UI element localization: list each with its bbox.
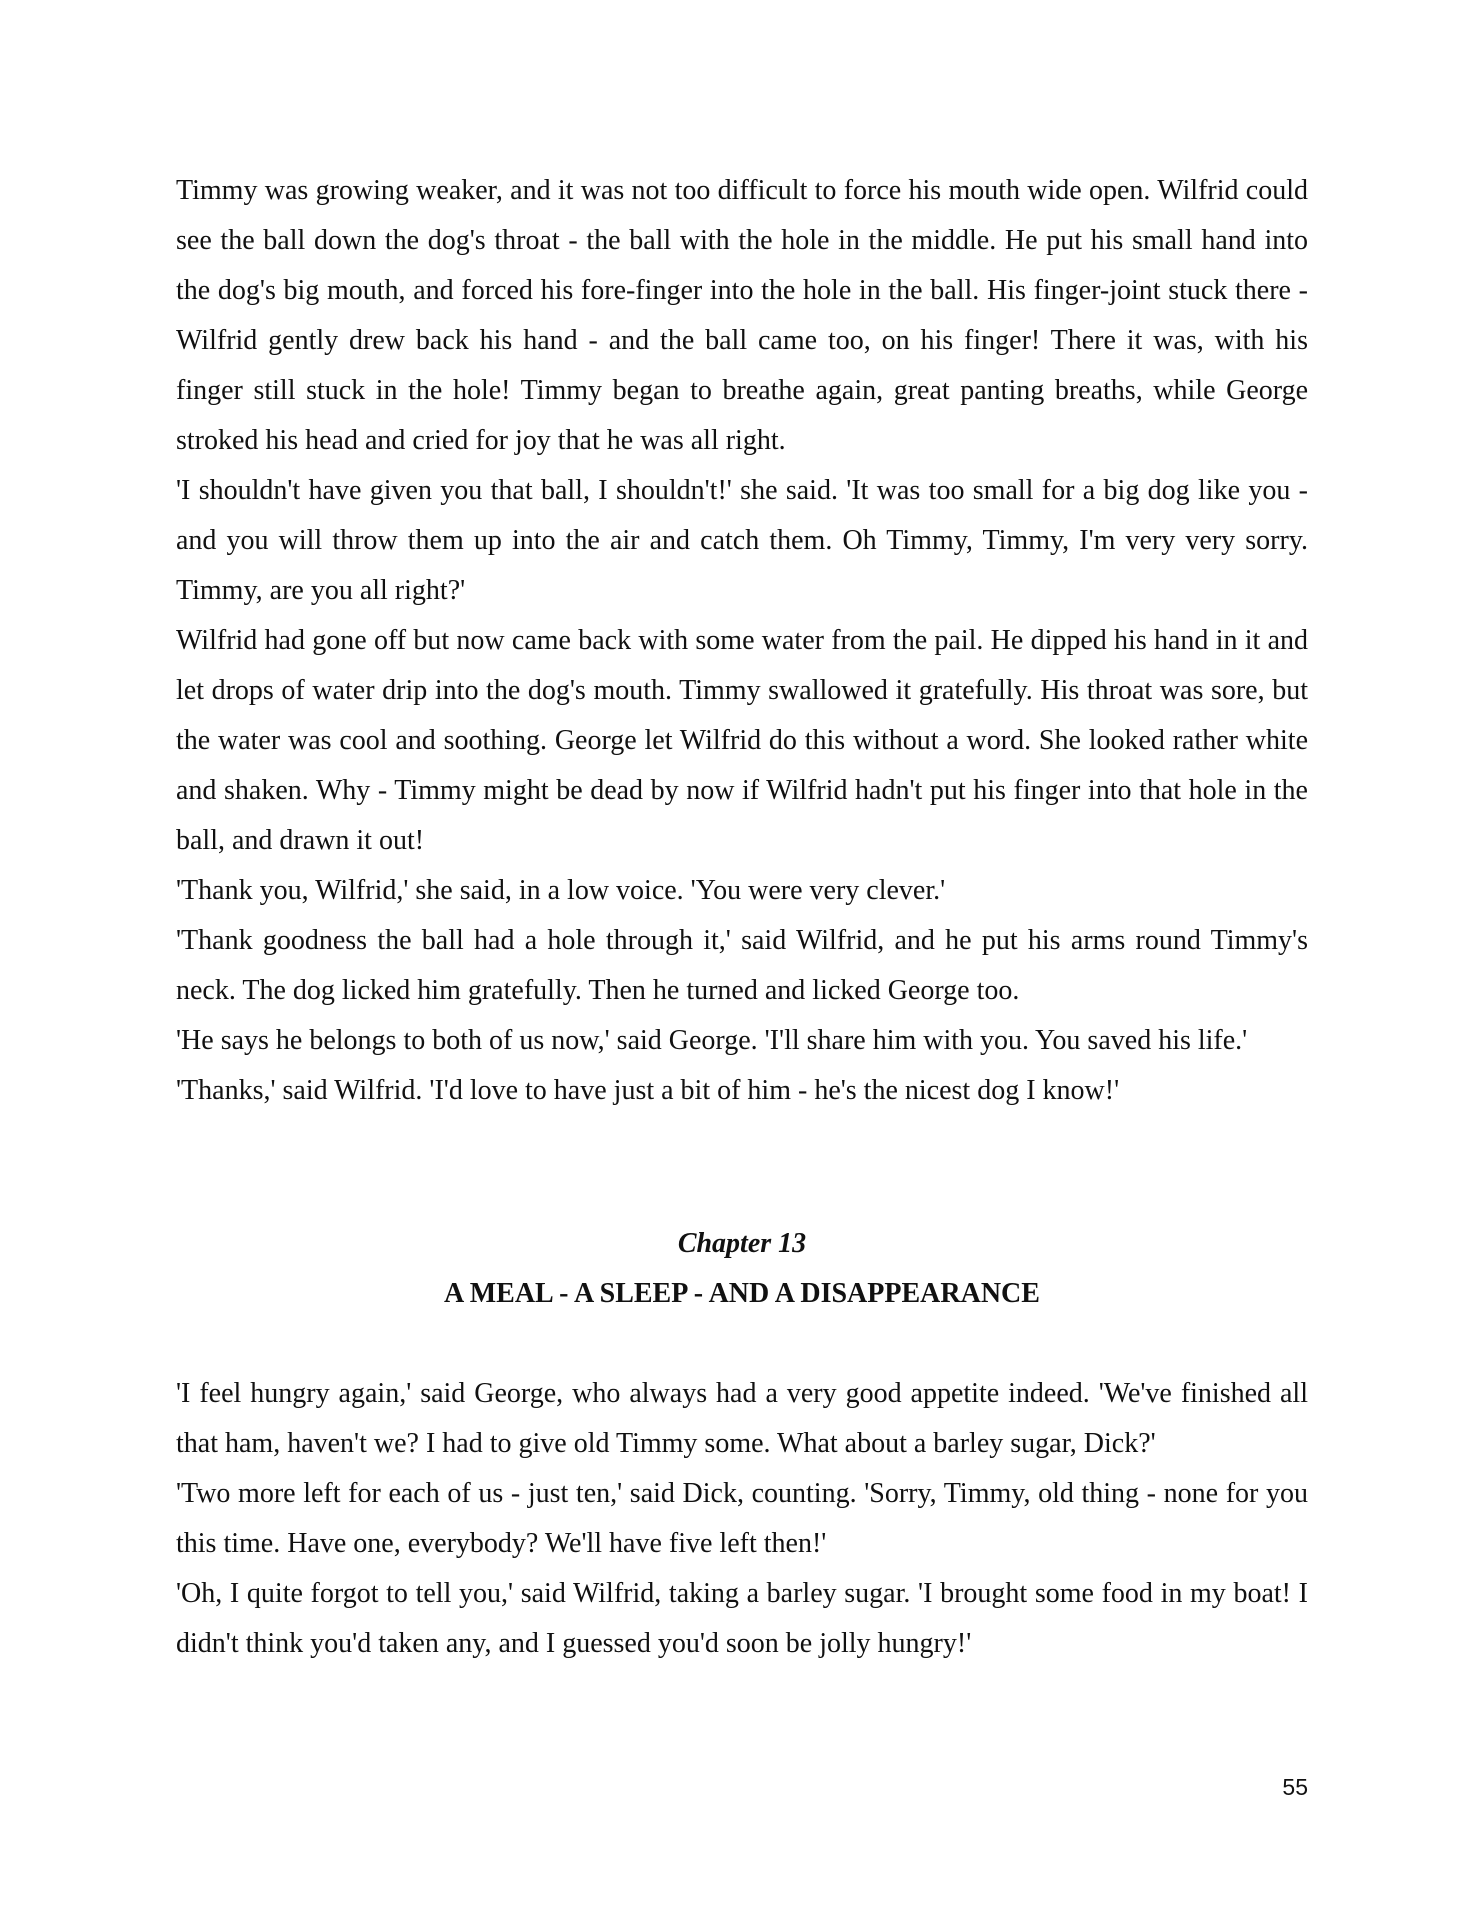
paragraph: 'He says he belongs to both of us now,' said George. 'I'll share him with you. You saved his life.' xyxy=(176,1025,1248,1056)
paragraph: Timmy was growing weaker, and it was not too difficult to force his mouth wide open. Wilfrid could see the ball down the dog's throat - the ball with the hole in the middle. He put his small hand into the dog's big mouth, and forced his fore-finger into the hole in the ball. His finger-joint stuck there - Wilfrid gently drew back his hand - and the ball came too, on his finger! There it was, with his finger still stuck in the hole! Timmy began to breathe again, great panting breaths, while George stroked his head and cried for joy that he was all right. xyxy=(176,175,1308,456)
body-text-section-1 xyxy=(176,166,1308,1116)
chapter-title-heading: A MEAL - A SLEEP - AND A DISAPPEARANCE xyxy=(444,1278,1040,1309)
paragraph: 'Two more left for each of us - just ten,' said Dick, counting. 'Sorry, Timmy, old thing - none for you this time. Have one, everybody? We'll have five left then!' xyxy=(176,1478,1308,1559)
paragraph: 'Thanks,' said Wilfrid. 'I'd love to have just a bit of him - he's the nicest dog I know!' xyxy=(176,1075,1120,1106)
page-number: 55 xyxy=(1282,1774,1308,1800)
paragraph: Wilfrid had gone off but now came back with some water from the pail. He dipped his hand in it and let drops of water drip into the dog's mouth. Timmy swallowed it gratefully. His throat was sore, but the water was cool and soothing. George let Wilfrid do this without a word. She looked rather white and shaken. Why - Timmy might be dead by now if Wilfrid hadn't put his finger into that hole in the ball, and drawn it out! xyxy=(176,625,1308,856)
paragraph: 'Thank goodness the ball had a hole through it,' said Wilfrid, and he put his arms round Timmy's neck. The dog licked him gratefully. Then he turned and licked George too. xyxy=(176,925,1308,1006)
paragraph: 'Oh, I quite forgot to tell you,' said Wilfrid, taking a barley sugar. 'I brought some food in my boat! I didn't think you'd taken any, and I guessed you'd soon be jolly hungry!' xyxy=(176,1578,1308,1659)
paragraph: 'Thank you, Wilfrid,' she said, in a low voice. 'You were very clever.' xyxy=(176,875,946,906)
paragraph: 'I shouldn't have given you that ball, I shouldn't!' she said. 'It was too small for a big dog like you - and you will throw them up into the air and catch them. Oh Timmy, Timmy, I'm very very sorry. Timmy, are you all right?' xyxy=(176,475,1308,606)
chapter-number-heading: Chapter 13 xyxy=(677,1228,807,1259)
paragraph: 'I feel hungry again,' said George, who always had a very good appetite indeed. 'We've finished all that ham, haven't we? I had to give old Timmy some. What about a barley sugar, Dick?' xyxy=(176,1378,1308,1459)
body-text-section-2 xyxy=(176,1369,1308,1669)
